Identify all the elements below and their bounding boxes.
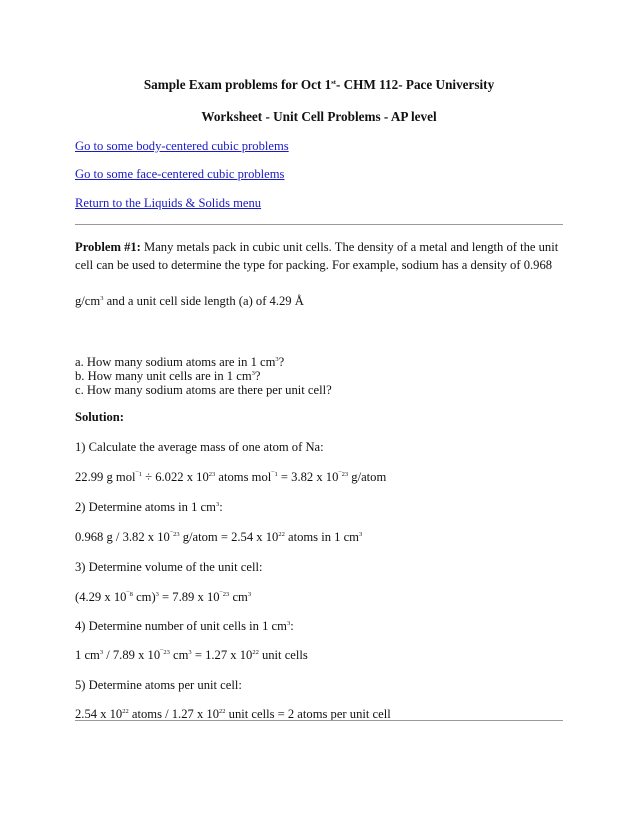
superscript: 22 [219,708,226,715]
eq-text: = 1.27 x 10 [191,648,253,662]
eq-text: 0.968 g / 3.82 x 10 [75,530,170,544]
equation-1 [75,470,386,485]
question-text: ? [254,369,261,383]
title-superscript: st [331,79,336,86]
superscript: 3 [275,356,279,363]
step-3: 3) Determine volume of the unit cell: [75,560,263,574]
eq-text: = 7.89 x 10 [158,590,220,604]
step-5: 5) Determine atoms per unit cell: [75,678,242,692]
superscript: 23 [208,471,216,478]
superscript: 22 [122,708,129,715]
eq-text: 2.54 x 10 [75,707,123,721]
question-a [75,355,284,370]
superscript: 3 [358,531,363,538]
eq-text: ÷ 6.022 x 10 [142,470,209,484]
step-text: 2) Determine atoms in 1 cm [75,500,216,514]
superscript: ¯1 [135,471,143,478]
step-text: : [219,500,223,514]
superscript: 3 [247,591,252,598]
eq-text: cm) [132,590,156,604]
superscript: 3 [286,620,291,627]
superscript: 3 [100,295,104,302]
link-bcc-problems[interactable]: Go to some body-centered cubic problems [75,139,289,153]
title-text-end: - CHM 112- Pace University [335,77,495,92]
problem-line-1 [75,240,558,255]
superscript: ¯23 [219,591,230,598]
superscript: 22 [278,531,285,538]
problem-line-2: cell can be used to determine the type for packing. For example, sodium has a density of 0.968 [75,258,553,272]
problem-text: Many metals pack in cubic unit cells. The density of a metal and length of the unit [140,240,559,254]
problem-text: and a unit cell side length (a) of 4.29 Å [103,294,304,308]
eq-text: cm [229,590,248,604]
superscript: ¯23 [169,531,180,538]
eq-text: g/atom [348,470,387,484]
title-text: Sample Exam problems for Oct 1 [143,77,332,92]
problem-label: Problem #1: [75,240,141,254]
link-liquids-solids-menu[interactable]: Return to the Liquids & Solids menu [75,196,262,210]
page-title [0,77,638,93]
solution-heading: Solution: [75,410,124,424]
superscript: 22 [252,649,259,656]
equation-2 [75,530,362,545]
step-2 [75,500,223,515]
superscript: 3 [155,591,159,598]
question-text: b. How many unit cells are in 1 cm [75,369,252,383]
divider-top [75,224,563,225]
problem-line-3 [75,294,304,309]
step-4 [75,619,294,634]
link-fcc-problems[interactable]: Go to some face-centered cubic problems [75,167,285,181]
eq-text: (4.29 x 10 [75,590,127,604]
eq-text: unit cells = 2 atoms per unit cell [225,707,391,721]
divider-bottom [75,720,563,721]
step-1: 1) Calculate the average mass of one atom of Na: [75,440,324,454]
problem-text: g/cm [75,294,101,308]
eq-text: cm [169,648,189,662]
eq-text: atoms in 1 cm [284,530,359,544]
superscript: 3 [251,370,255,377]
superscript: 3 [188,649,192,656]
superscript: ¯23 [338,471,349,478]
step-text: : [290,619,294,633]
page-subtitle: Worksheet - Unit Cell Problems - AP level [201,109,437,124]
superscript: 3 [215,501,220,508]
eq-text: 22.99 g mol [75,470,136,484]
equation-3 [75,590,251,605]
question-b [75,369,260,384]
eq-text: / 7.89 x 10 [103,648,161,662]
superscript: 3 [99,649,104,656]
superscript: ¯1 [271,471,278,478]
question-c: c. How many sodium atoms are there per unit cell? [75,383,332,397]
eq-text: unit cells [258,648,308,662]
eq-text: = 3.82 x 10 [277,470,339,484]
question-text: ? [278,355,285,369]
step-text: 4) Determine number of unit cells in 1 cm [75,619,287,633]
question-text: a. How many sodium atoms are in 1 cm [75,355,276,369]
eq-text: 1 cm [75,648,100,662]
eq-text: g/atom = 2.54 x 10 [179,530,279,544]
superscript: ¯8 [126,591,133,598]
superscript: ¯23 [160,649,170,656]
eq-text: atoms mol [215,470,272,484]
equation-4 [75,648,308,663]
solution-label [75,410,124,425]
eq-text: atoms / 1.27 x 10 [128,707,219,721]
